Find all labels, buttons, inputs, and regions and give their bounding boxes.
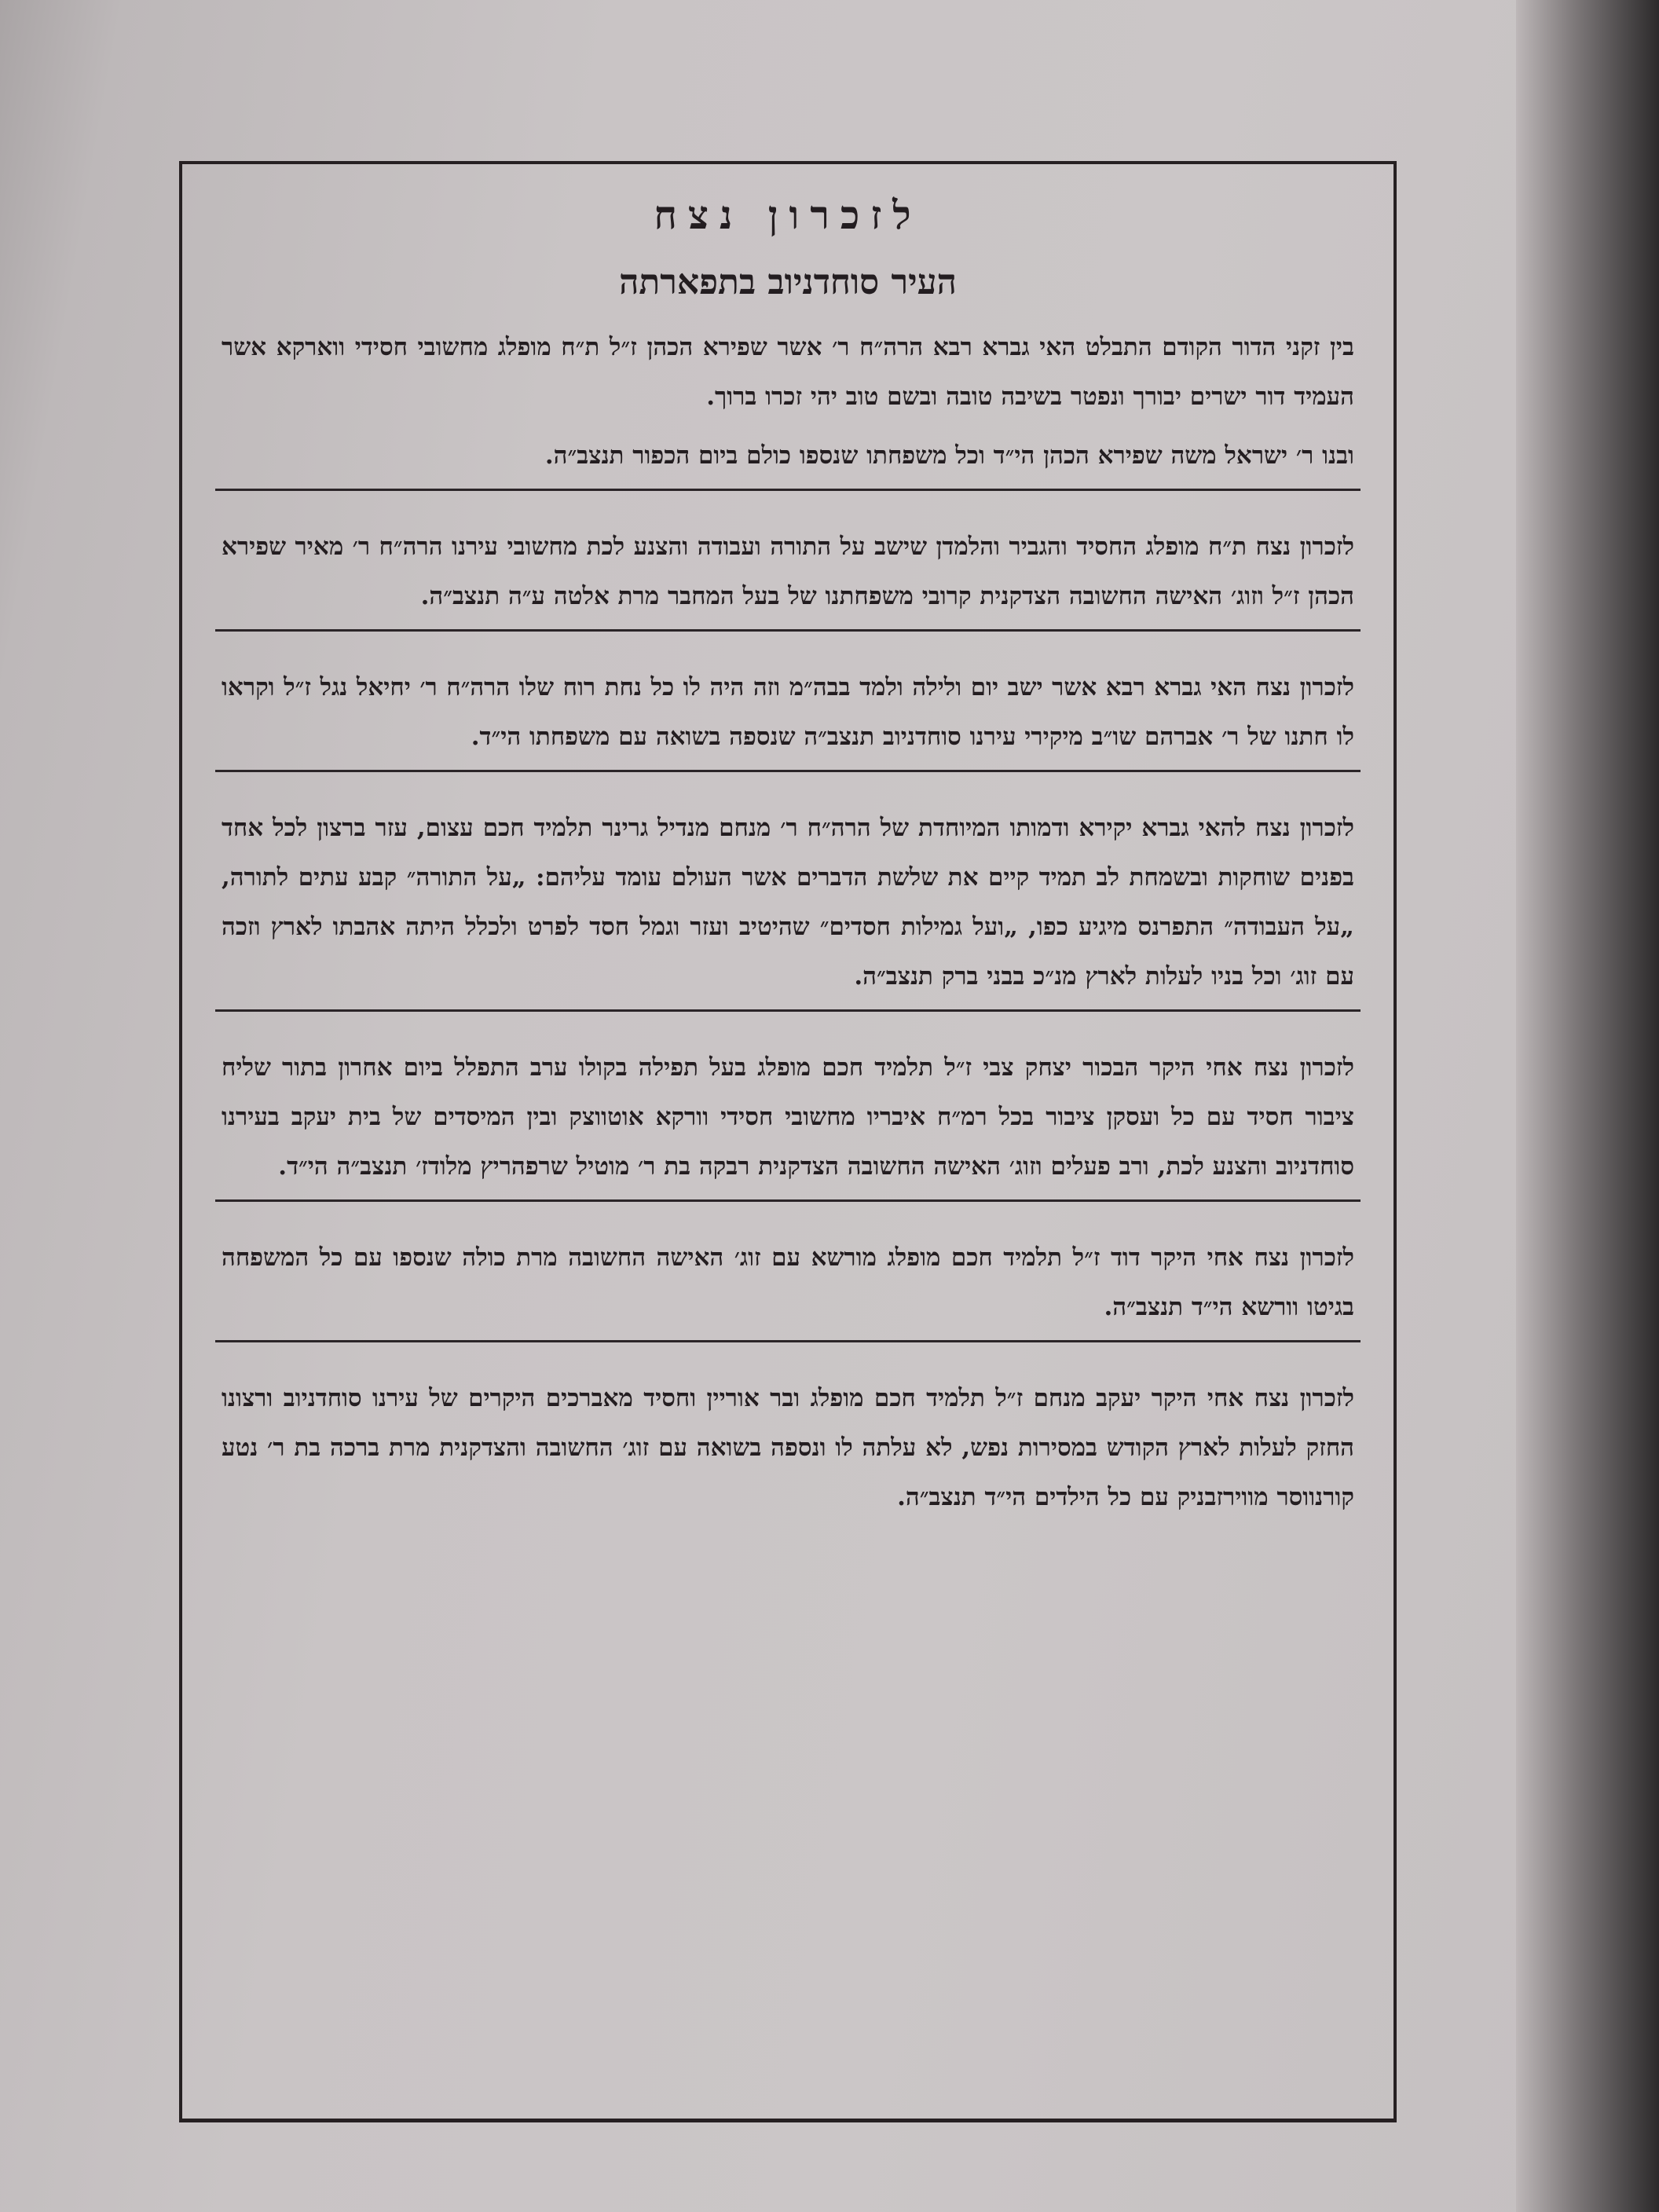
page-title: לזכרון נצח: [654, 192, 922, 238]
memorial-entry: [182, 663, 1393, 762]
memorial-entry: [182, 804, 1393, 1002]
entry-paragraph: לזכרון נצח אחי היקר דוד ז״ל תלמיד חכם מופלג מורשא עם זוג׳ האישה החשובה מרת כולה שנספו עם כל המשפחה בגיטו וורשא הי״ד תנצב״ה.: [222, 1243, 1354, 1321]
memorial-entry: [182, 1233, 1393, 1332]
entry-paragraph: לזכרון נצח האי גברא רבא אשר ישב יום ולילה ולמד בבה״מ וזה היה לו כל נחת רוח שלו הרה״ח ר׳ יחיאל נגל ז״ל וקראו לו חתנו של ר׳ אברהם שו״ב מיקירי עירנו סוחדניוב תנצב״ה שנספה בשואה עם משפחתו הי״ד.: [222, 673, 1354, 751]
entry-paragraph: לזכרון נצח אחי היקר הבכור יצחק צבי ז״ל תלמיד חכם מופלג בעל תפילה בקולו ערב התפלל ביום אחרון בתור שליח ציבור חסיד עם כל ועסקן ציבור בכל רמ״ח איבריו מחשובי חסידי וורקא אוטווצק ובין המיסדים של בית יעקב בעירנו סוחדניוב והצנע לכת, ורב פעלים וזוג׳ האישה החשובה הצדקנית רבקה בת ר׳ מוטיל שרפהריץ מלודז׳ תנצב״ה הי״ד.: [222, 1053, 1354, 1181]
entry-paragraph: ובנו ר׳ ישראל משה שפירא הכהן הי״ד וכל משפחתו שנספו כולם ביום הכפור תנצב״ה.: [544, 441, 1354, 470]
memorial-frame: [179, 161, 1397, 2122]
memorial-entry: [182, 1374, 1393, 1522]
memorial-entry: [182, 522, 1393, 621]
entry-paragraph: לזכרון נצח ת״ח מופלג החסיד והגביר והלמדן שישב על התורה ועבודה והצנע לכת מחשובי עירנו הרה״ח ר׳ מאיר שפירא הכהן ז״ל וזוג׳ האישה החשובה הצדקנית קרובי משפחתנו של בעל המחבר מרת אלטה ע״ה תנצב״ה.: [222, 533, 1354, 610]
entry-paragraph: לזכרון נצח להאי גברא יקירא ודמותו המיוחדת של הרה״ח ר׳ מנחם מנדיל גרינר תלמיד חכם עצום, עזר ברצון לכל אחד בפנים שוחקות ובשמחת לב תמיד קיים את שלשת הדברים אשר העולם עומד עליהם: „על התורה״ קבע עתים לתורה, „על העבודה״ התפרנס מיגיע כפו, „ועל גמילות חסדים״ שהיטיב ועזר וגמל חסד לפרט ולכלל היתה אהבתו לארץ וזכה עם זוג׳ וכל בניו לעלות לארץ מנ״כ בבני ברק תנצב״ה.: [222, 814, 1354, 991]
page-subtitle: העיר סוחדניוב בתפארתה: [619, 262, 957, 302]
memorial-entry: [182, 323, 1393, 481]
entry-paragraph: בין זקני הדור הקודם התבלט האי גברא רבא הרה״ח ר׳ אשר שפירא הכהן ז״ל ת״ח מופלג מחשובי חסידי ווארקא אשר העמיד דור ישרים יבורך ונפטר בשיבה טובה ובשם טוב יהי זכרו ברוך.: [222, 333, 1354, 411]
page-edge-shadow: [1516, 0, 1659, 2212]
entry-paragraph: לזכרון נצח אחי היקר יעקב מנחם ז״ל תלמיד חכם מופלג ובר אוריין וחסיד מאברכים היקרים של עירנו סוחדניוב ורצונו החזק לעלות לארץ הקודש במסירות נפש, לא עלתה לו ונספה בשואה עם זוג׳ החשובה והצדקנית מרת ברכה בת ר׳ נטע קורנווסר מווירזבניק עם כל הילדים הי״ד תנצב״ה.: [222, 1384, 1355, 1511]
memorial-entry: [182, 1043, 1393, 1192]
